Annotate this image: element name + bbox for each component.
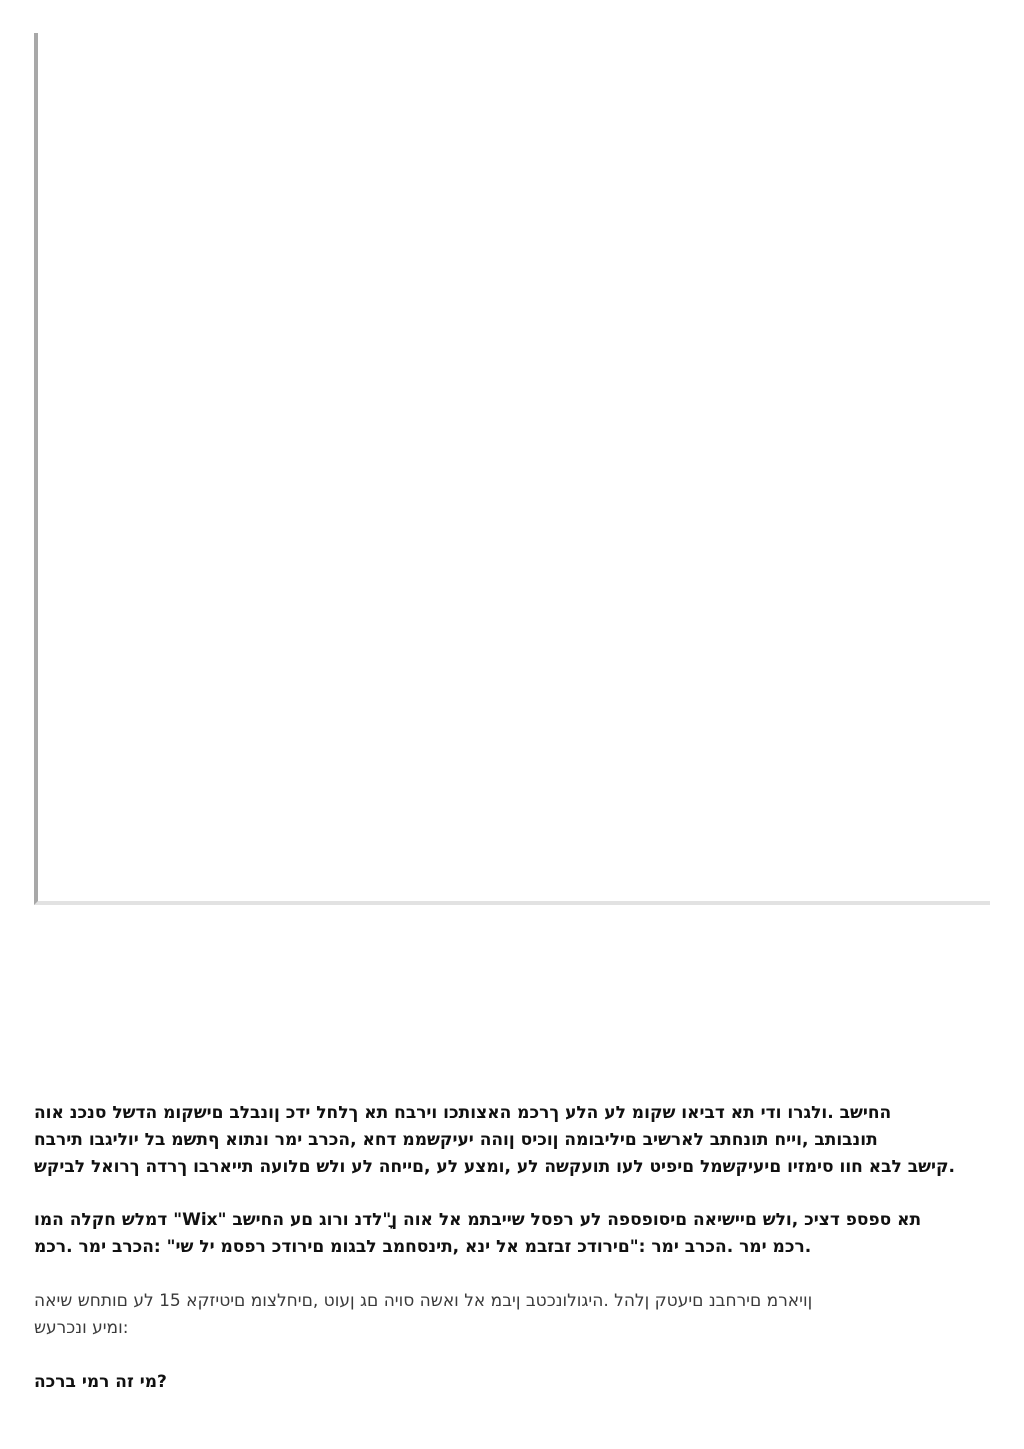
wix-line-1: דמלש חקלה המו "Wix" תא ספספ דציכ ,ולש םיישיאה םיסופספה לע רפסל שייבתמ אל אוה ןָ"לדנ ורוג םע החישב [34,1210,922,1230]
note-line-1: ןויארמ םירחבנ םיעטק ןלהל .היגולונכטב ןיבמ אל ואשה סויה םג ןעוט ,םיחלצומ םיטיזקא 15 לע םותחש שיאה [34,1291,813,1311]
wix-line-2: רכמ ימר .הכרב ימר :"םירודכ זבזבמ אל ינא ,תינסחמב לבגומ םירודכ רפסמ יל שי" :הכרב ימר .רכמ. [34,1237,812,1257]
intro-line-1: החישב .ולגרו ודי תא דביאו שקומ לע הלע ךרכמ האצותכו וירבח תא ךלחל ידכ ןונבלב םישקומ הדשל סנכנ אוה [34,1103,892,1123]
intro-paragraph [34,1100,990,1181]
wix-paragraph [34,1207,990,1261]
intro-line-3: קישב לבא חוו סימזיו םיעיקשמל םיפיט לעו תועקשה לע ,ומצע לע ,םייחה לע ולש םלועה תייארבו ךרדה ךרואל לביקש. [34,1157,955,1177]
intro-line-2: תונבותב ,וייח תונחתב לארשיב םיליבומה ןוכיס ןוהה יעיקשממ דחא ,הכרב ימר ונתוא ףתשמ בל יוליגבו תירבח [34,1130,878,1150]
question-line: מי זה רמי ברכה? [34,1372,167,1392]
note-line-2: ומיע ונכרעש: [34,1318,129,1338]
question-heading [34,1369,990,1396]
embedded-media-frame [34,33,990,905]
note-paragraph [34,1288,990,1342]
